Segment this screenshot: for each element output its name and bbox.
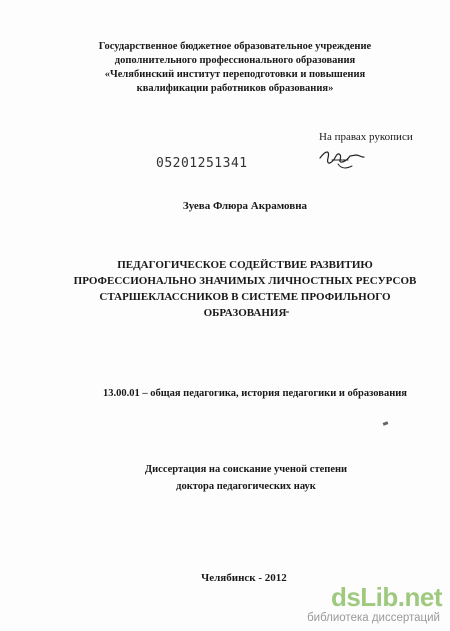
author-name: Зуева Флюра Акрамовна xyxy=(182,200,308,212)
watermark-logo: dsLib.net xyxy=(330,582,442,612)
title-line-1: ПЕДАГОГИЧЕСКОЕ СОДЕЙСТВИЕ РАЗВИТИЮ xyxy=(117,259,373,271)
institution-line-4: квалификации работников образования» xyxy=(136,83,334,94)
institution-line-1: Государственное бюджетное образовательное учреждение xyxy=(98,41,372,52)
degree-block xyxy=(21,461,450,495)
title-line-3: СТАРШЕКЛАССНИКОВ В СИСТЕМЕ ПРОФИЛЬНОГО xyxy=(99,291,391,303)
watermark-caption: библиотека диссертаций xyxy=(307,612,440,624)
registry-number: 05201251341 xyxy=(156,156,248,171)
specialty-code: 13.00.01 – общая педагогика, история педагогики и образования xyxy=(103,388,407,399)
institution-line-3: «Челябинский институт переподготовки и повышения xyxy=(104,69,366,80)
title-line-2: ПРОФЕССИОНАЛЬНО ЗНАЧИМЫХ ЛИЧНОСТНЫХ РЕСУРСОВ xyxy=(73,275,417,287)
scan-speck xyxy=(286,311,289,313)
institution-block xyxy=(30,40,440,96)
dslib-watermark xyxy=(306,582,450,631)
degree-line-1: Диссертация на соискание ученой степени xyxy=(144,464,348,475)
degree-line-2: доктора педагогических наук xyxy=(176,481,316,492)
title-line-4: ОБРАЗОВАНИЯ xyxy=(203,307,287,319)
city-year: Челябинск - 2012 xyxy=(201,572,287,584)
scan-mark xyxy=(383,421,389,426)
handwritten-signature xyxy=(318,146,366,172)
institution-line-2: дополнительного профессионального образования xyxy=(114,55,356,66)
manuscript-rights-label: На правах рукописи xyxy=(319,131,413,143)
dissertation-title xyxy=(20,257,450,321)
